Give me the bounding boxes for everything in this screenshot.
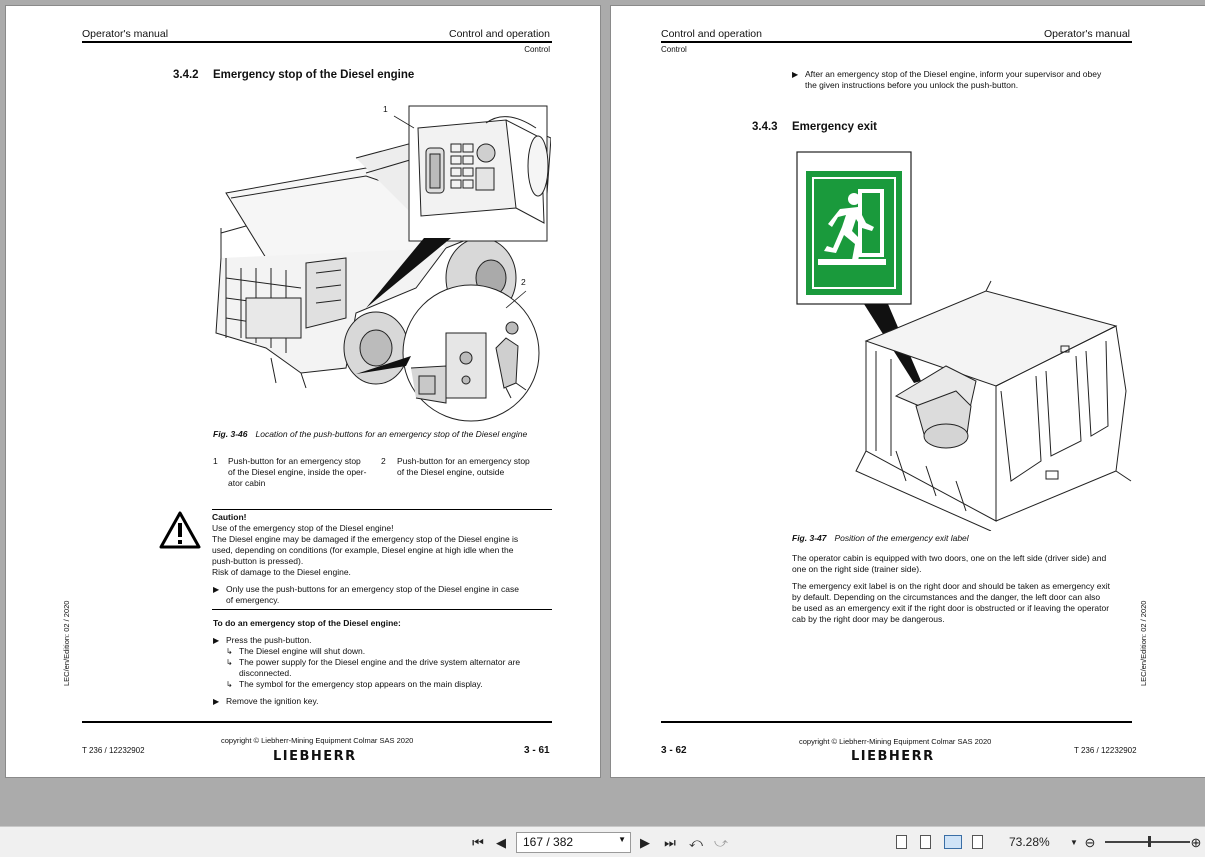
facing-view-icon[interactable] (944, 835, 962, 849)
result-arrow-icon: ↳ (226, 658, 233, 667)
header-right: Control and operation (449, 28, 550, 40)
single-page-view-icon[interactable] (896, 835, 907, 849)
chevron-down-icon[interactable]: ▼ (618, 835, 626, 844)
legend-num-2: 2 (381, 456, 386, 466)
header-left: Operator's manual (82, 28, 169, 40)
footer-copyright: copyright © Liebherr-Mining Equipment Colmar SAS 2020 (799, 737, 992, 746)
bullet-triangle-icon: ▶ (213, 585, 220, 594)
figure-caption (792, 533, 969, 543)
legend-item-2: Push-button for an emergency stop of the Diesel engine, outside (397, 456, 530, 477)
result-arrow-icon: ↳ (226, 680, 233, 689)
header-right: Operator's manual (1043, 28, 1130, 40)
result-arrow-icon: ↳ (226, 647, 233, 656)
caution-text: Use of the emergency stop of the Diesel engine! The Diesel engine may be damaged if the emergency stop of the Diesel engine is used, depending on conditions (for example, Diesel engine at high idle when the push-button is pressed). Risk of damage to the Diesel engine. (212, 523, 519, 577)
header-rule (82, 41, 552, 43)
warning-triangle-icon (159, 511, 201, 549)
figure-3-47-illustration (796, 151, 1141, 531)
caution-top-rule (212, 509, 552, 510)
callout-1: 1 (383, 104, 388, 114)
viewer-toolbar (0, 826, 1205, 857)
last-page-icon[interactable]: ⏭ (664, 834, 676, 850)
next-page-icon[interactable]: ▶ (640, 834, 650, 850)
continuous-facing-view-icon[interactable] (972, 835, 983, 849)
liebherr-logo: LIEBHERR (273, 749, 357, 764)
zoom-level[interactable]: 73.28% (1009, 835, 1050, 849)
bullet-triangle-icon: ▶ (213, 697, 220, 706)
figure-caption (213, 429, 527, 439)
callout-2: 2 (521, 277, 526, 287)
section-title: Emergency exit (792, 121, 878, 133)
footer-page-number: 3 - 62 (661, 745, 687, 756)
previous-page-icon[interactable]: ◀ (496, 834, 506, 850)
liebherr-logo: LIEBHERR (851, 749, 935, 764)
zoom-in-icon[interactable]: ⊕ (1190, 834, 1202, 850)
page-number-input[interactable]: 167 / 382 ▼ (516, 832, 631, 853)
header-sub: Control (661, 45, 687, 54)
zoom-out-icon[interactable]: ⊖ (1084, 834, 1096, 850)
figure-caption-text: Location of the push-buttons for an emergency stop of the Diesel engine (255, 429, 528, 439)
figure-label: Fig. 3-46 (213, 429, 248, 439)
caution-title: Caution! (212, 512, 247, 522)
header-left: Control and operation (661, 28, 762, 40)
footer-doc-id: T 236 / 12232902 (82, 746, 145, 755)
zoom-slider-thumb[interactable] (1148, 836, 1151, 847)
figure-label: Fig. 3-47 (792, 533, 827, 543)
figure-3-46-illustration (206, 98, 551, 428)
section-number: 3.4.3 (752, 121, 778, 133)
header-sub: Control (524, 45, 550, 54)
right-page: Control and operation Operator's manual Control ▶ After an emergency stop of the Diesel engine, inform your supervisor and obey the given instructions before you unlock the push-button. 3.4.3 Emergency exit Fig. 3-47 Position of the emergency exit label The operator cabin is equipped with two doors, one on the left side (driver side) and one on the right side (trainer side). The emergency exit label is on the right door and should be taken as emergency exit by default. Depending on the circumstances and the danger, the left door can also be used as an emergency exit if the right door is obstructed or if leaving the operator cab by the right door may be dangerous. LEC/en/Edition: 02 / 2020 3 - 62 copyright © Liebherr-Mining Equipment Colmar SAS 2020 LIEBHERR T 236 / 12232902 (610, 5, 1205, 778)
footer-rule (661, 721, 1132, 723)
section-number: 3.4.2 (173, 69, 199, 81)
footer-copyright: copyright © Liebherr-Mining Equipment Colmar SAS 2020 (221, 736, 414, 745)
paragraph-1: The operator cabin is equipped with two doors, one on the left side (driver side) and one on the right side (trainer side). (792, 553, 1107, 574)
left-page: Operator's manual Control and operation Control 3.4.2 Emergency stop of the Diesel engine 1 2 Fig. 3-46 Location of the push-buttons for an emergency stop of the Diesel engine 1 Push-button for an emergency stop of the Diesel engine, inside the oper- ator cabin 2 Push-button for an emergency stop of the Diesel engine, outside Caution! Use of the emergency stop of the Diesel engine! The Diesel engine may be damaged if the emergency stop of the Diesel engine is used, depending on conditions (for example, Diesel engine at high idle when the push-button is pressed). Risk of damage to the Diesel engine. ▶ Only use the push-buttons for an emergency stop of the Diesel engine in case of emergency. To do an emergency stop of the Diesel engine: ▶ Press the push-button. ↳ The Diesel engine will shut down. ↳ The power supply for the Diesel engine and the drive system alternator are disconnected. ↳ The symbol for the emergency stop appears on the main display. ▶ Remove the ignition key. LEC/en/Edition: 02 / 2020 T 236 / 12232902 copyright © Liebherr-Mining Equipment Colmar SAS 2020 LIEBHERR 3 - 61 (5, 5, 601, 778)
previous-view-icon[interactable]: ⤺ (689, 834, 703, 850)
caution-bottom-rule (212, 609, 552, 610)
bullet-triangle-icon: ▶ (792, 70, 799, 79)
edition-side-text: LEC/en/Edition: 02 / 2020 (1139, 600, 1148, 686)
header-rule (661, 41, 1132, 43)
edition-side-text: LEC/en/Edition: 02 / 2020 (62, 600, 71, 686)
footer-rule (82, 721, 552, 723)
continuous-view-icon[interactable] (920, 835, 931, 849)
procedure-title: To do an emergency stop of the Diesel engine: (213, 618, 401, 628)
first-page-icon[interactable]: ⏮ (472, 834, 484, 850)
figure-caption-text: Position of the emergency exit label (834, 533, 969, 543)
legend-num-1: 1 (213, 456, 218, 466)
footer-page-number: 3 - 61 (524, 745, 550, 756)
section-title: Emergency stop of the Diesel engine (213, 69, 415, 81)
zoom-dropdown-icon[interactable]: ▼ (1070, 838, 1078, 847)
footer-doc-id: T 236 / 12232902 (1074, 746, 1137, 755)
next-view-icon[interactable]: ⤻ (714, 834, 728, 850)
legend-item-1: Push-button for an emergency stop of the Diesel engine, inside the oper- ator cabin (228, 456, 367, 488)
bullet-triangle-icon: ▶ (213, 636, 220, 645)
paragraph-2: The emergency exit label is on the right door and should be taken as emergency exit by default. Depending on the circumstances and the danger, the left door can also be used as an emergency exit if the right door is obstructed or if leaving the operator cab by the right door may be dangerous. (792, 581, 1110, 624)
